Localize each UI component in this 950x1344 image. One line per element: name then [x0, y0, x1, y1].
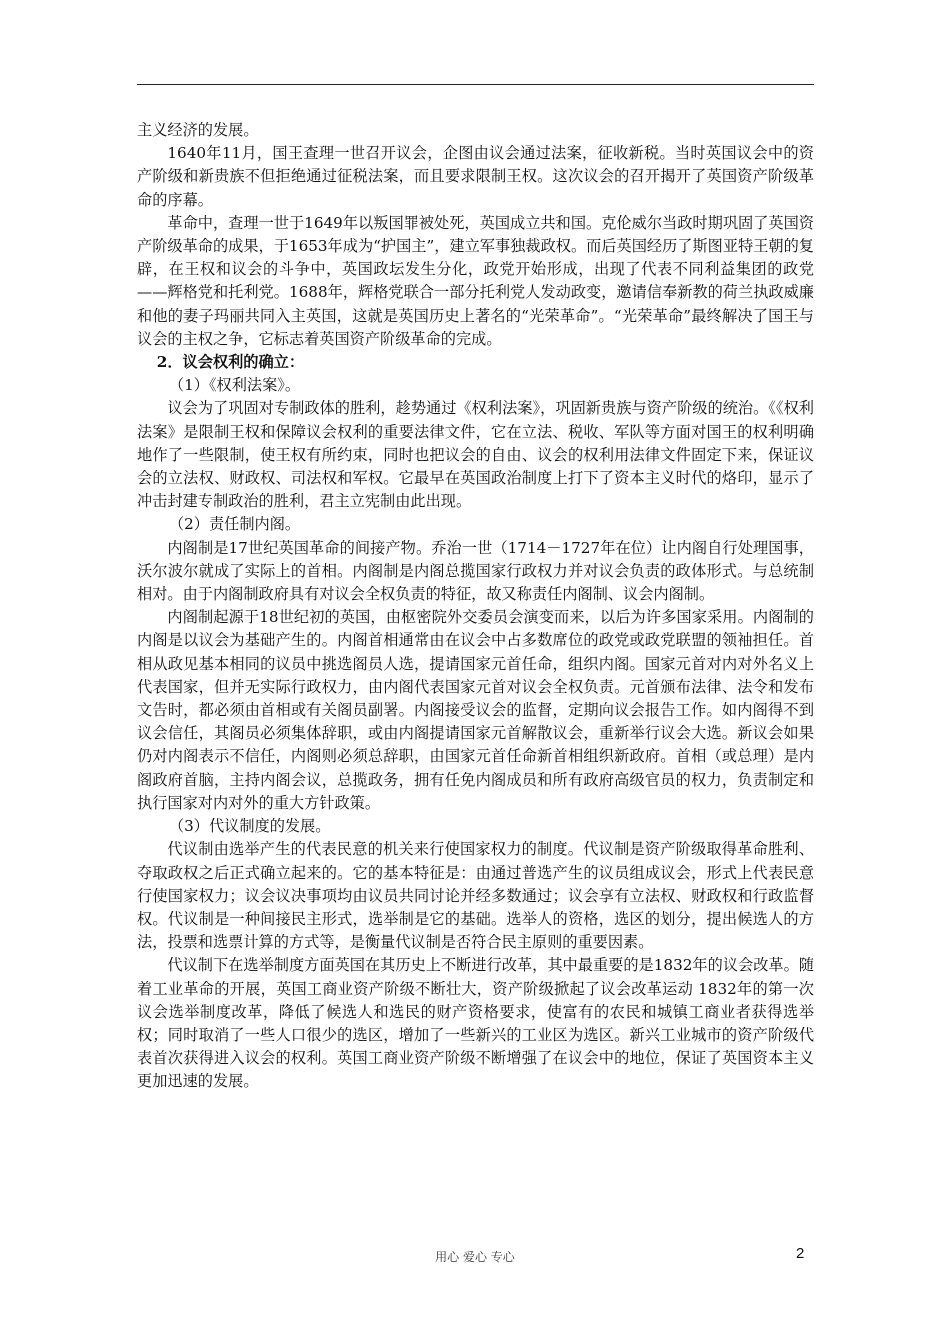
- subheading-bill-of-rights: （1）《权利法案》。: [168, 376, 301, 395]
- footer-motto: 用心 爱心 专心: [435, 1250, 515, 1264]
- page-number: 2: [796, 1245, 805, 1262]
- section-heading-parliament-rights: 2．议会权利的确立：: [156, 353, 305, 372]
- paragraph-representative-system: 代议制由选举产生的代表民意的机关来行使国家权力的制度。代议制是资产阶级取得革命胜利、夺取政权之后正式确立起来的。它的基本特征是：由通过普选产生的议员组成议会，形式上代表民意行使国家权力；议会议决事项均由议员共同讨论并经多数通过；议会享有立法权、财政权和行政监督权。代议制是一种间接民主形式，选举制是它的基础。选举人的资格，选区的划分，提出候选人的方法，投票和选票计算的方式等，是衡量代议制是否符合民主原则的重要因素。: [137, 840, 814, 952]
- paragraph-cabinet-system: 内阁制起源于18世纪初的英国，由枢密院外交委员会演变而来，以后为许多国家采用。内阁制的内阁是以议会为基础产生的。内阁首相通常由在议会中占多数席位的政党或政党联盟的领袖担任。首相从政见基本相同的议员中挑选阁员人选，提请国家元首任命，组织内阁。国家元首对内对外名义上代表国家，但并无实际行政权力，由内阁代表国家元首对议会全权负责。元首颁布法律、法令和发布文告时，都必须由首相或有关阁员副署。内阁接受议会的监督，定期向议会报告工作。如内阁得不到议会信任，其阁员必须集体辞职，或由内阁提请国家元首解散议会，重新举行议会大选。新议会如果仍对内阁表示不信任，内阁则必须总辞职，由国家元首任命新首相组织新政府。首相（或总理）是内阁政府首脑，主持内阁会议，总揽政务，拥有任免内阁成员和所有政府高级官员的权力，负责制定和执行国家对内对外的重大方针政策。: [137, 608, 814, 812]
- subheading-cabinet: （2）责任制内阁。: [168, 515, 301, 534]
- paragraph-bill-of-rights: 议会为了巩固对专制政体的胜利，趁势通过《权利法案》，巩固新贵族与资产阶级的统治。《《权利法案》是限制王权和保障议会权利的重要法律文件，它在立法、税收、军队等方面对国王的权利明确地作了一些限制，使王权有所约束，同时也把议会的自由、议会的权利用法律文件固定下来，保证议会的立法权、财政权、司法权和军权。它最早在英国政治制度上打下了资本主义时代的烙印，显示了冲击封建专制政治的胜利，君主立宪制由此出现。: [137, 399, 814, 511]
- header-rule: [137, 84, 814, 85]
- paragraph-continuation: 主义经济的发展。: [137, 121, 259, 139]
- paragraph-1640: 1640年11月，国王查理一世召开议会，企图由议会通过法案，征收新税。当时英国议会中的资产阶级和新贵族不但拒绝通过征税法案，而且要求限制王权。这次议会的召开揭开了英国资产阶级革命的序幕。: [137, 144, 814, 209]
- paragraph-revolution: 革命中，查理一世于1649年以叛国罪被处死，英国成立共和国。克伦威尔当政时期巩固了英国资产阶级革命的成果，于1653年成为“护国主”，建立军事独裁政权。而后英国经历了斯图亚特王朝的复辟，在王权和议会的斗争中，英国政坛发生分化，政党开始形成，出现了代表不同利益集团的政党——辉格党和托利党。1688年，辉格党联合一部分托利党人发动政变，邀请信奉新教的荷兰执政威廉和他的妻子玛丽共同入主英国，这就是英国历史上著名的“光荣革命”。“光荣革命”最终解决了国王与议会的主权之争，它标志着英国资产阶级革命的完成。: [137, 213, 814, 348]
- paragraph-electoral-reform: 代议制下在选举制度方面英国在其历史上不断进行改革，其中最重要的是1832年的议会改革。随着工业革命的开展，英国工商业资产阶级不断壮大，资产阶级掀起了议会改革运动 1832年的第一次议会选举制度改革，降低了候选人和选民的财产资格要求，使富有的农民和城镇工商业者获得选举权；同时取消了一些人口很少的选区，增加了一些新兴的工业区为选区。新兴工业城市的资产阶级代表首次获得进入议会的权利。英国工商业资产阶级不断增强了在议会中的地位，保证了英国资本主义更加迅速的发展。: [137, 956, 814, 1091]
- paragraph-cabinet-origin: 内阁制是17世纪英国革命的间接产物。乔治一世（1714－1727年在位）让内阁自行处理国事，沃尔波尔就成了实际上的首相。内阁制是内阁总揽国家行政权力并对议会负责的政体形式。与总统制相对。由于内阁制政府具有对议会全权负责的特征，故又称责任内阁制、议会内阁制。: [137, 538, 814, 604]
- document-body: [137, 119, 814, 1094]
- subheading-representative: （3）代议制度的发展。: [168, 817, 331, 836]
